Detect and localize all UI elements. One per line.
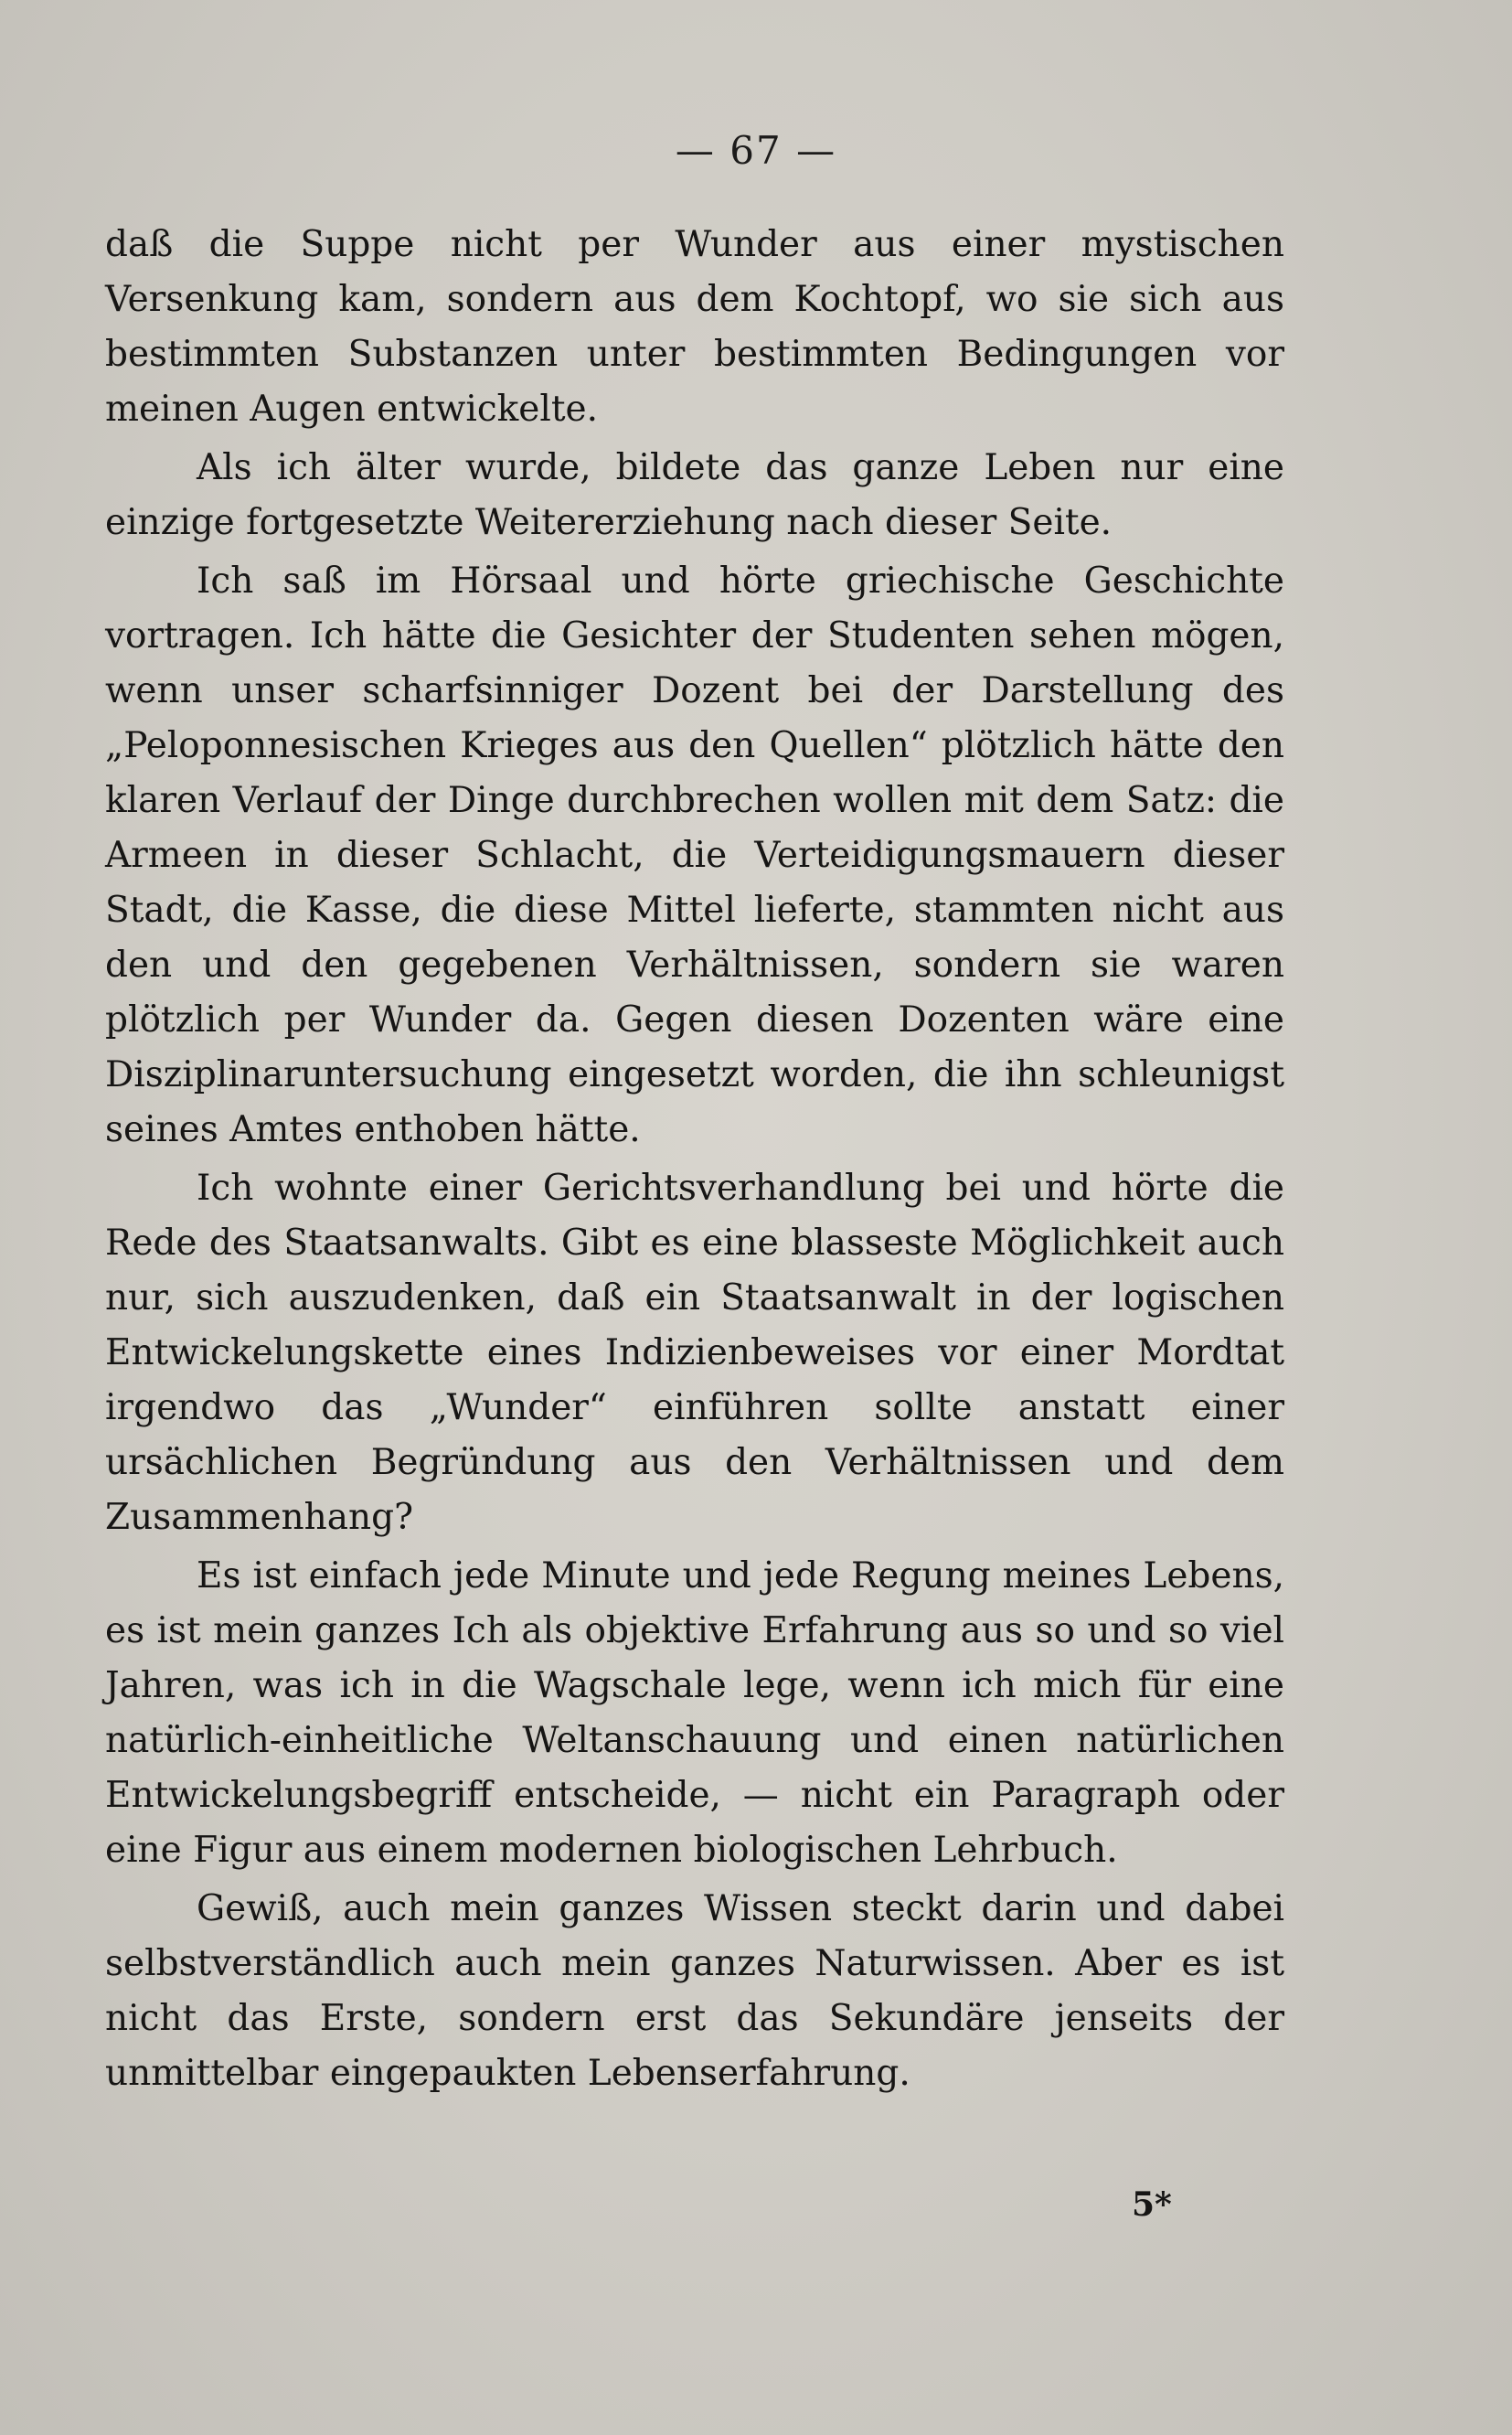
- paragraph-6: Gewiß, auch mein ganzes Wissen steckt darin und dabei selbstverständlich auch mein ganzes Naturwissen. Aber es ist nicht das Erste, sondern erst das Sekundäre jenseits der unmittelbar eingepaukten Lebenserfahrung.: [105, 1888, 1284, 2094]
- sheet-signature-mark: 5*: [1132, 2185, 1172, 2224]
- paragraph-3: Ich saß im Hörsaal und hörte griechische Geschichte vortragen. Ich hätte die Gesichter der Studenten sehen mögen, wenn unser scharfsinniger Dozent bei der Darstellung des „Peloponnesischen Krieges aus den Quellen“ plötzlich hätte den klaren Verlauf der Dinge durchbrechen wollen mit dem Satz: die Armeen in dieser Schlacht, die Verteidigungsmauern dieser Stadt, die Kasse, die diese Mittel lieferte, stammten nicht aus den und den gegebenen Verhältnissen, sondern sie waren plötzlich per Wunder da. Gegen diesen Dozenten wäre eine Disziplinaruntersuchung eingesetzt worden, die ihn schleunigst seines Amtes enthoben hätte.: [105, 561, 1284, 1150]
- page-number: — 67 —: [675, 128, 837, 173]
- paragraph-1: daß die Suppe nicht per Wunder aus einer mystischen Versenkung kam, sondern aus dem Kochtopf, wo sie sich aus bestimmten Substanzen unter bestimmten Bedingungen vor meinen Augen entwickelte.: [105, 224, 1284, 430]
- paragraph-5: Es ist einfach jede Minute und jede Regung meines Lebens, es ist mein ganzes Ich als objektive Erfahrung aus so und so viel Jahren, was ich in die Wagschale lege, wenn ich mich für eine natürlich-einheitliche Weltanschauung und einen natürlichen Entwickelungsbegriff entscheide, — nicht ein Paragraph oder eine Figur aus einem modernen biologischen Lehrbuch.: [105, 1555, 1284, 1871]
- paragraph-2: Als ich älter wurde, bildete das ganze Leben nur eine einzige fortgesetzte Weitererziehung nach dieser Seite.: [105, 447, 1284, 543]
- paragraph-4: Ich wohnte einer Gerichtsverhandlung bei und hörte die Rede des Staatsanwalts. Gibt es eine blasseste Möglichkeit auch nur, sich auszudenken, daß ein Staatsanwalt in der logischen Entwickelungskette eines Indizienbeweises vor einer Mordtat irgendwo das „Wunder“ einführen sollte anstatt einer ursächlichen Begründung aus den Verhältnissen und dem Zusammenhang?: [105, 1168, 1284, 1538]
- body-text: [105, 218, 1284, 2105]
